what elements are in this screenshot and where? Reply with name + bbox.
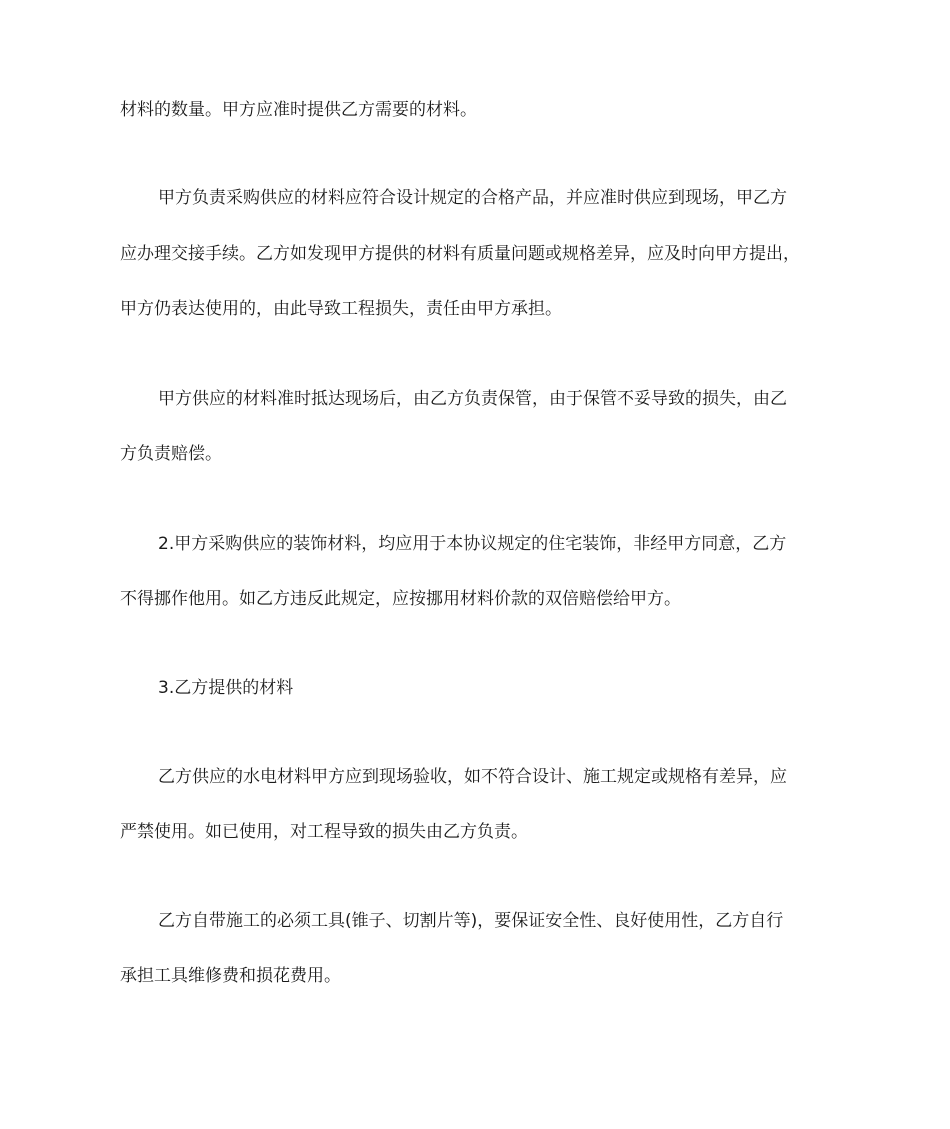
text-line: 严禁使用。如已使用，对工程导致的损失由乙方负责。 (120, 822, 528, 842)
text-line: 不得挪作他用。如乙方违反此规定，应按挪用材料价款的双倍赔偿给甲方。 (120, 589, 681, 609)
paragraph-first-line: 2.甲方采购供应的装饰材料，均应用于本协议规定的住宅装饰，非经甲方同意，乙方 (158, 534, 787, 554)
text-line: 材料的数量。甲方应准时提供乙方需要的材料。 (120, 100, 477, 120)
text-line: 承担工具维修费和损花费用。 (120, 966, 341, 986)
text-line: 甲方仍表达使用的，由此导致工程损失，责任由甲方承担。 (120, 299, 562, 319)
paragraph-first-line: 乙方供应的水电材料甲方应到现场验收，如不符合设计、施工规定或规格有差异，应 (158, 767, 787, 787)
text-line: 应办理交接手续。乙方如发现甲方提供的材料有质量问题或规格差异，应及时向甲方提出， (120, 244, 800, 264)
section-heading: 3.乙方提供的材料 (158, 678, 294, 698)
paragraph-first-line: 乙方自带施工的必须工具(锥子、切割片等)，要保证安全性、良好使用性，乙方自行 (158, 911, 784, 931)
text-line: 方负责赔偿。 (120, 444, 222, 464)
paragraph-first-line: 甲方负责采购供应的材料应符合设计规定的合格产品，并应准时供应到现场，甲乙方 (158, 188, 787, 208)
paragraph-first-line: 甲方供应的材料准时抵达现场后，由乙方负责保管，由于保管不妥导致的损失，由乙 (158, 389, 787, 409)
